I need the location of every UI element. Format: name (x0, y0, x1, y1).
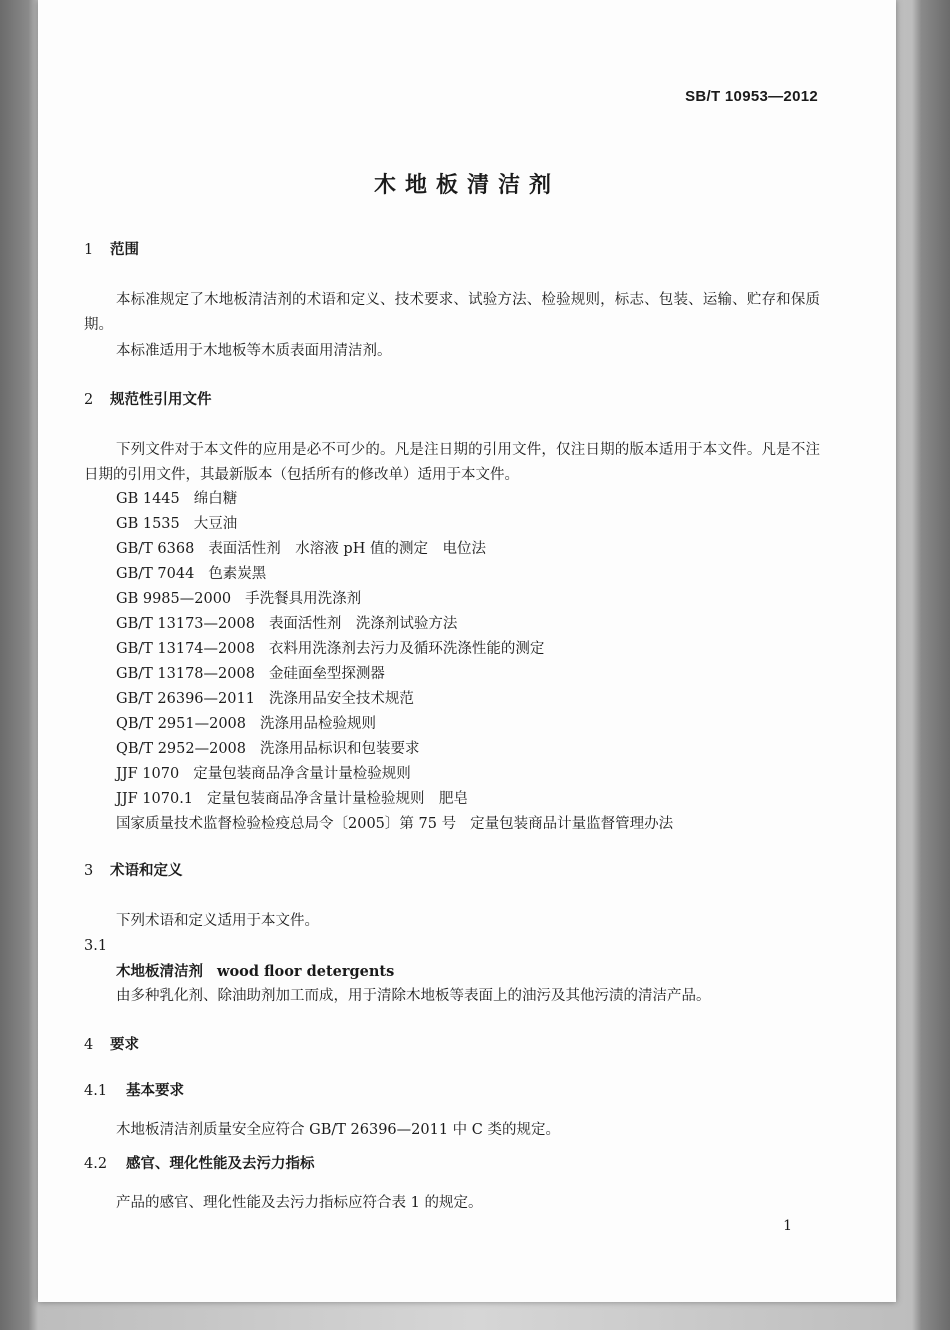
reference-item (116, 512, 852, 537)
reference-title: 定量包装商品净含量计量检验规则 肥皂 (207, 791, 469, 807)
reference-title: 手洗餐具用洗涤剂 (245, 591, 362, 607)
section-2-heading (84, 388, 820, 413)
page-number: 1 (783, 1218, 792, 1234)
reference-title: 定量包装商品计量监督管理办法 (470, 816, 674, 832)
subsection-title: 感官、理化性能及去污力指标 (126, 1156, 315, 1172)
section-number: 3 (84, 863, 94, 879)
reference-title: 洗涤用品安全技术规范 (268, 691, 414, 707)
reference-code: GB/T 13178—2008 (116, 666, 255, 682)
section-4-2-heading (84, 1152, 820, 1177)
reference-title: 表面活性剂 水溶液 pH 值的测定 电位法 (208, 541, 486, 557)
reference-title: 洗涤用品检验规则 (260, 716, 377, 732)
reference-title: 衣料用洗涤剂去污力及循环洗涤性能的测定 (268, 641, 545, 657)
reference-item (116, 562, 852, 587)
section-1-heading (84, 238, 820, 263)
standard-code: SB/T 10953—2012 (685, 88, 818, 105)
reference-item (116, 737, 852, 762)
section-3-heading (84, 859, 820, 884)
section-number: 4 (84, 1037, 94, 1053)
reference-item (116, 712, 852, 737)
section-4-1-text: 木地板清洁剂质量安全应符合 GB/T 26396—2011 中 C 类的规定。 (116, 1122, 560, 1138)
section-title: 范围 (110, 242, 139, 258)
section-title: 术语和定义 (110, 863, 183, 879)
section-3-intro: 下列术语和定义适用于本文件。 (116, 913, 319, 929)
reference-title: 定量包装商品净含量计量检验规则 (193, 766, 411, 782)
section-4-1-heading (84, 1079, 820, 1104)
reference-title: 金硅面垒型探测器 (268, 666, 385, 682)
reference-code: GB/T 26396—2011 (116, 691, 255, 707)
section-number: 2 (84, 392, 94, 408)
reference-code: GB 1445 (116, 491, 180, 507)
reference-item (116, 537, 852, 562)
reference-title: 绵白糖 (193, 491, 238, 507)
term-name-en: wood floor detergents (217, 963, 395, 980)
subsection-title: 基本要求 (126, 1083, 184, 1099)
reference-title: 表面活性剂 洗涤剂试验方法 (268, 616, 458, 632)
reference-item (116, 637, 852, 662)
reference-code: GB/T 13174—2008 (116, 641, 255, 657)
reference-code: QB/T 2951—2008 (116, 716, 247, 732)
section-2-intro: 下列文件对于本文件的应用是必不可少的。凡是注日期的引用文件，仅注日期的版本适用于本文件。凡是不注日期的引用文件，其最新版本（包括所有的修改单）适用于本文件。 (84, 442, 820, 483)
term-definition: 由多种乳化剂、除油助剂加工而成，用于清除木地板等表面上的油污及其他污渍的清洁产品。 (116, 988, 711, 1004)
reference-list (84, 487, 852, 837)
reference-title: 大豆油 (193, 516, 238, 532)
reference-code: JJF 1070 (116, 766, 180, 782)
section-1-paragraph-2: 本标准适用于木地板等木质表面用清洁剂。 (116, 343, 392, 359)
reference-title: 色素炭黑 (208, 566, 267, 582)
reference-item (116, 762, 852, 787)
section-4-2-text: 产品的感官、理化性能及去污力指标应符合表 1 的规定。 (116, 1195, 483, 1211)
reference-code: JJF 1070.1 (116, 791, 194, 807)
reference-code: 国家质量技术监督检验检疫总局令〔2005〕第 75 号 (116, 816, 457, 832)
document-title: 木地板清洁剂 (373, 173, 560, 198)
reference-code: GB/T 7044 (116, 566, 195, 582)
section-4-heading (84, 1033, 820, 1058)
subsection-number: 4.1 (84, 1083, 108, 1099)
section-1-paragraph-1: 本标准规定了木地板清洁剂的术语和定义、技术要求、试验方法、检验规则，标志、包装、运输、贮存和保质期。 (84, 292, 820, 333)
reference-item (116, 687, 852, 712)
reference-code: GB 1535 (116, 516, 180, 532)
document-page (38, 0, 896, 1302)
reference-item (116, 587, 852, 612)
reference-item (116, 612, 852, 637)
subsection-number: 4.2 (84, 1156, 108, 1172)
reference-item (116, 662, 852, 687)
reference-item (116, 487, 852, 512)
reference-item (116, 812, 852, 837)
section-title: 要求 (110, 1037, 139, 1053)
term-name (84, 959, 852, 985)
term-number: 3.1 (84, 938, 108, 954)
reference-code: GB/T 6368 (116, 541, 195, 557)
section-number: 1 (84, 242, 94, 258)
reference-item (116, 787, 852, 812)
reference-title: 洗涤用品标识和包装要求 (260, 741, 420, 757)
section-title: 规范性引用文件 (110, 392, 212, 408)
reference-code: GB 9985—2000 (116, 591, 232, 607)
reference-code: QB/T 2952—2008 (116, 741, 247, 757)
reference-code: GB/T 13173—2008 (116, 616, 255, 632)
term-name-cn: 木地板清洁剂 (116, 964, 203, 980)
